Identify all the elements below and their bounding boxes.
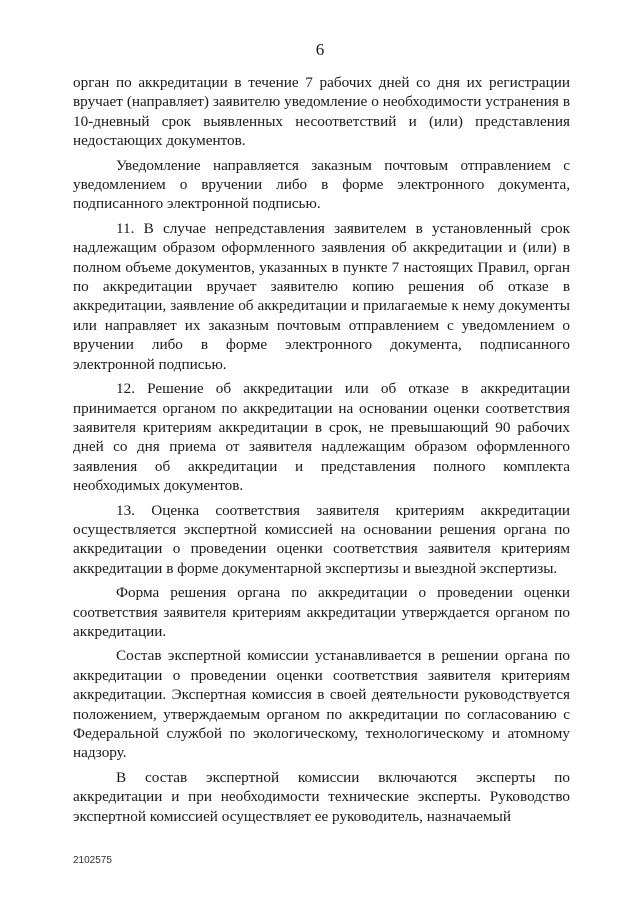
paragraph-item-11: 11. В случае непредставления заявителем в установленный срок надлежащим образом оформленного заявления об аккредитации и (или) в полном объеме документов, указанных в пункте 7 настоящих Правил, орган по аккредитации вручает заявителю копию решения об отказе в аккредитации, заявление об аккредитации и прилагаемые к нему документы или направляет их заказным почтовым отправлением с уведомлением о вручении либо в форме электронного документа, подписанного электронной подписью.	[73, 219, 570, 373]
paragraph-item-13: 13. Оценка соответствия заявителя критериям аккредитации осуществляется экспертной комиссией на основании решения органа по аккредитации о проведении оценки соответствия заявителя критериям аккредитации в форме документарной экспертизы и выездной экспертизы.	[73, 501, 570, 577]
paragraph-commission-members: В состав экспертной комиссии включаются эксперты по аккредитации и при необходимости технические эксперты. Руководство экспертной комиссией осуществляет ее руководитель, назначаемый	[73, 768, 570, 825]
paragraph-notification: Уведомление направляется заказным почтовым отправлением с уведомлением о вручении либо в форме электронного документа, подписанного электронной подписью.	[73, 156, 570, 213]
paragraph-decision-form: Форма решения органа по аккредитации о проведении оценки соответствия заявителя критериям аккредитации утверждается органом по аккредитации.	[73, 584, 570, 640]
document-code: 2102575	[73, 855, 112, 866]
paragraph-commission-composition: Состав экспертной комиссии устанавливается в решении органа по аккредитации о проведении оценки соответствия заявителя критериям аккредитации. Экспертная комиссия в своей деятельности руководствуется положением, утверждаемым органом по аккредитации по согласованию с Федеральной службой по экологическому, технологическому и атомному надзору.	[73, 647, 570, 762]
paragraph-item-12: 12. Решение об аккредитации или об отказе в аккредитации принимается органом по аккредитации на основании оценки соответствия заявителя критериям аккредитации в срок, не превышающий 90 рабочих дней со дня приема от заявителя надлежащим образом оформленного заявления об аккредитации и представления полного комплекта необходимых документов.	[73, 380, 570, 495]
document-body	[73, 73, 570, 831]
paragraph-continuation: орган по аккредитации в течение 7 рабочих дней со дня их регистрации вручает (направляет) заявителю уведомление о необходимости устранения в 10-дневный срок выявленных несоответствий и (или) представления недостающих документов.	[73, 74, 570, 150]
page-number: 6	[315, 40, 325, 59]
